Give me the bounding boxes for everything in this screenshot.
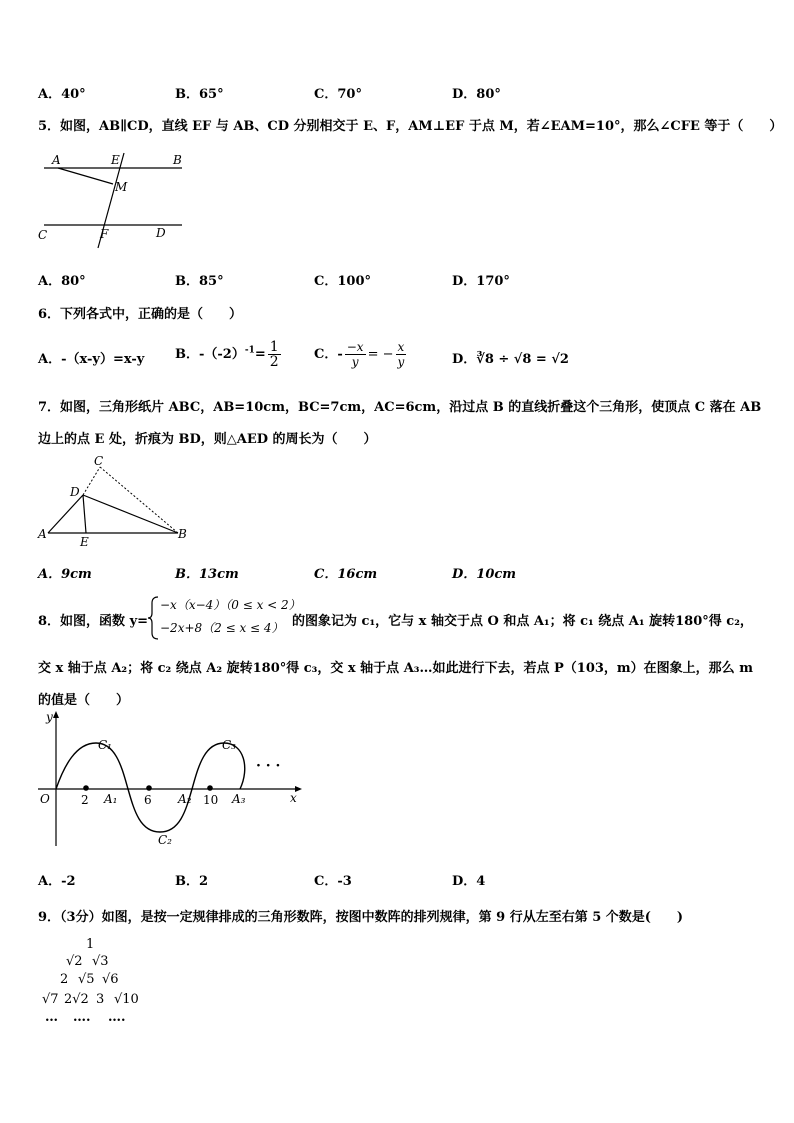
q8-option-d: D．4 [452, 874, 486, 889]
q6-c-numerator-2: x [397, 340, 405, 354]
q6-option-b [175, 340, 283, 369]
q7-label-B: B [178, 527, 187, 541]
q8-tick-2: 2 [81, 793, 89, 807]
q7-label-A: A [38, 527, 47, 541]
q8-label-c3: C₃ [222, 738, 236, 752]
q7-option-a: A．9cm [38, 567, 92, 582]
q7-label-C: C [94, 455, 104, 468]
q8-option-a: A．-2 [38, 874, 76, 889]
q9-row-4-item: 2√2 [64, 992, 89, 1007]
q7-figure [36, 455, 190, 547]
q5-figure [36, 148, 190, 252]
q8-axis-y: y [46, 710, 53, 724]
q6-b-exponent: -1 [244, 345, 255, 356]
q8-prefix: 8．如图，函数 y= [38, 614, 149, 629]
q9-row-3-item: 2 [60, 972, 69, 987]
q9-row-4-item: √7 [42, 992, 59, 1007]
q7-option-c: C．16cm [314, 567, 378, 582]
q8-option-c: C．-3 [314, 874, 352, 889]
q5-option-c: C．100° [314, 274, 371, 289]
q9-row-3-item: √5 [78, 972, 95, 987]
q9-row-5-item: …. [108, 1010, 126, 1025]
q8-line3: 的值是（ ） [38, 693, 130, 708]
q8-graph [34, 708, 309, 848]
q8-tick-10: 10 [203, 793, 219, 807]
q5-label-F: F [100, 227, 109, 241]
q6-c-equals: = − [367, 347, 394, 362]
q9-row-3-item: √6 [102, 972, 119, 987]
q7-label-D: D [70, 485, 80, 499]
q7-option-d: D．10cm [452, 567, 517, 582]
q5-option-b: B．85° [175, 274, 224, 289]
q6-option-c [314, 340, 408, 369]
q8-axis-x: x [290, 791, 297, 805]
q5-label-M: M [115, 180, 128, 194]
q8-label-a2: A₂ [178, 792, 192, 806]
q8-stem-rest: 的图象记为 c₁，它与 x 轴交于点 O 和点 A₁；将 c₁ 绕点 A₁ 旋转180°得 c₂， [292, 614, 753, 629]
q5-option-d: D．170° [452, 274, 510, 289]
q9-row-2-item: √3 [92, 954, 109, 969]
q5-label-A: A [52, 153, 61, 167]
q6-option-d: D．∛8 ÷ √8 = √2 [452, 352, 569, 367]
q5-label-B: B [173, 153, 182, 167]
q6-stem: 6．下列各式中，正确的是（ ） [38, 307, 243, 322]
q7-line1: 7．如图，三角形纸片 ABC，AB=10cm，BC=7cm，AC=6cm，沿过点 B 的直线折叠这个三角形，使顶点 C 落在 AB [38, 400, 762, 415]
q8-brace [146, 595, 160, 641]
q8-origin: O [40, 792, 50, 806]
q8-option-b: B．2 [175, 874, 209, 889]
q8-label-c2: C₂ [158, 833, 172, 847]
q8-label-a1: A₁ [104, 792, 118, 806]
q8-piece-2: −2x+8（2 ≤ x ≤ 4） [160, 621, 284, 635]
q8-tick-6: 6 [144, 793, 152, 807]
q8-label-c1: C₁ [98, 738, 112, 752]
q6-b-numerator: 1 [269, 339, 279, 355]
q8-line2: 交 x 轴于点 A₂；将 c₂ 绕点 A₂ 旋转180°得 c₃，交 x 轴于点 A₃…如此进行下去，若点 P（103，m）在图象上，那么 m [38, 661, 753, 676]
q6-c-prefix: C．- [314, 347, 343, 362]
q9-row-2-item: √2 [66, 954, 83, 969]
q5-label-E: E [111, 153, 120, 167]
q6-c-numerator-1: −x [346, 340, 364, 354]
q5-stem: 5．如图，AB∥CD，直线 EF 与 AB、CD 分别相交于 E、F，AM⊥EF 于点 M，若∠EAM=10°，那么∠CFE 等于（ ） [38, 119, 783, 134]
q8-ellipsis: · · · [256, 758, 281, 774]
q4-option-c: C．70° [314, 87, 362, 102]
q4-option-d: D．80° [452, 87, 501, 102]
q9-row-4-item: √10 [114, 992, 139, 1007]
q9-row-5-item: …. [73, 1010, 91, 1025]
q4-option-b: B．65° [175, 87, 224, 102]
q4-option-a: A．40° [38, 87, 86, 102]
q7-line2: 边上的点 E 处，折痕为 BD，则△AED 的周长为（ ） [38, 432, 377, 447]
q6-b-denominator: 2 [269, 354, 279, 370]
q6-b-equals: = [254, 347, 266, 362]
q6-option-a: A．-（x-y）=x-y [38, 352, 145, 367]
q5-label-D: D [156, 226, 166, 240]
q7-option-b: B．13cm [175, 567, 239, 582]
q9-row-4-item: 3 [96, 992, 105, 1007]
q6-c-denominator-1: y [351, 355, 359, 369]
q5-label-C: C [38, 228, 48, 242]
q8-piece-1: −x（x−4）（0 ≤ x < 2） [160, 598, 301, 612]
q5-option-a: A．80° [38, 274, 86, 289]
q8-label-a3: A₃ [232, 792, 246, 806]
q6-b-base: B．-（-2） [175, 347, 245, 362]
q9-row-1: 1 [86, 937, 95, 952]
q9-row-5-item: … [45, 1010, 58, 1025]
q6-c-denominator-2: y [397, 355, 405, 369]
q7-label-E: E [80, 535, 89, 547]
q9-stem: 9．（3分）如图，是按一定规律排成的三角形数阵，按图中数阵的排列规律，第 9 行从左至右第 5 个数是( ) [38, 910, 684, 925]
